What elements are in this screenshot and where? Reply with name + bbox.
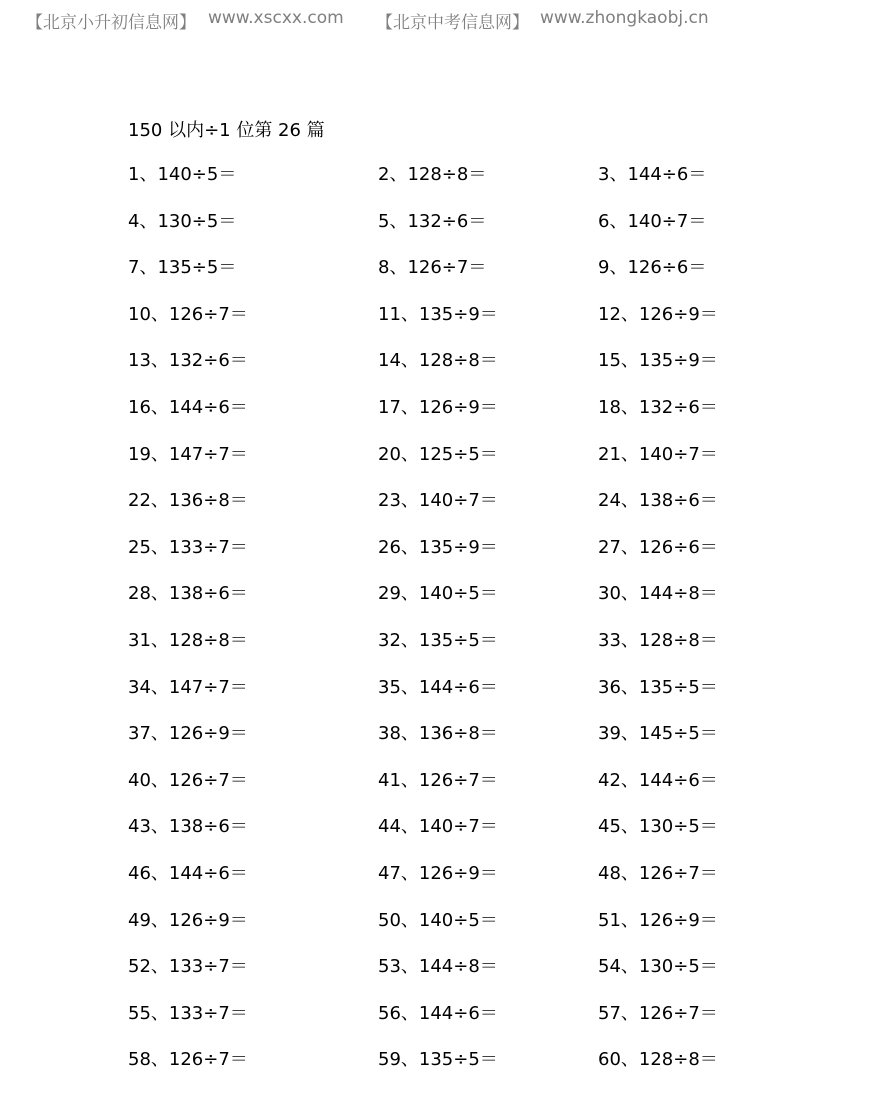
problem-item: 3、144÷6＝ [598,164,707,185]
problem-item: 31、128÷8＝ [128,629,248,651]
problem-item: 50、140÷5＝ [378,909,498,931]
problem-item: 14、128÷8＝ [378,350,498,372]
problem-item: 36、135÷5＝ [598,676,718,698]
problem-item: 15、135÷9＝ [598,350,718,372]
problem-item: 5、132÷6＝ [378,210,487,232]
problem-item: 1、140÷5＝ [128,164,237,185]
problem-item: 16、144÷6＝ [128,396,248,418]
problem-item: 32、135÷5＝ [378,629,498,651]
problem-item: 4、130÷5＝ [128,210,237,232]
problem-item: 7、135÷5＝ [128,257,237,279]
problem-item: 58、126÷7＝ [128,1049,248,1071]
problem-item: 33、128÷8＝ [598,629,718,651]
problem-item: 35、144÷6＝ [378,676,498,698]
problem-item: 22、136÷8＝ [128,490,248,512]
problem-item: 10、126÷7＝ [128,303,248,325]
problem-item: 2、128÷8＝ [378,164,487,185]
problem-item: 39、145÷5＝ [598,723,718,745]
problem-item: 17、126÷9＝ [378,396,498,418]
problem-item: 41、126÷7＝ [378,769,498,791]
problem-item: 48、126÷7＝ [598,862,718,884]
site2-name: 【北京中考信息网】 [376,13,529,33]
problem-item: 9、126÷6＝ [598,257,707,279]
problem-item: 60、128÷8＝ [598,1049,718,1071]
problem-item: 46、144÷6＝ [128,862,248,884]
problem-item: 23、140÷7＝ [378,490,498,512]
problem-item: 54、130÷5＝ [598,956,718,978]
problem-grid [128,163,768,1095]
problem-item: 18、132÷6＝ [598,396,718,418]
problem-item: 47、126÷9＝ [378,862,498,884]
problem-item: 59、135÷5＝ [378,1049,498,1071]
problem-item: 38、136÷8＝ [378,723,498,745]
problem-item: 19、147÷7＝ [128,443,248,465]
site1-url[interactable]: www.xscxx.com [208,8,344,28]
problem-item: 20、125÷5＝ [378,443,498,465]
problem-item: 30、144÷8＝ [598,583,718,605]
site2-url[interactable]: www.zhongkaobj.cn [540,8,709,28]
problem-item: 57、126÷7＝ [598,1002,718,1024]
problem-item: 6、140÷7＝ [598,210,707,232]
problem-item: 28、138÷6＝ [128,583,248,605]
problem-item: 43、138÷6＝ [128,816,248,838]
problem-item: 26、135÷9＝ [378,536,498,558]
problem-item: 52、133÷7＝ [128,956,248,978]
problem-item: 24、138÷6＝ [598,490,718,512]
problem-item: 37、126÷9＝ [128,723,248,745]
problem-item: 29、140÷5＝ [378,583,498,605]
problem-item: 12、126÷9＝ [598,303,718,325]
worksheet-title: 150 以内÷1 位第 26 篇 [128,120,325,141]
problem-item: 27、126÷6＝ [598,536,718,558]
problem-item: 51、126÷9＝ [598,909,718,931]
site1-name: 【北京小升初信息网】 [26,13,196,33]
problem-item: 8、126÷7＝ [378,257,487,279]
problem-item: 55、133÷7＝ [128,1002,248,1024]
problem-item: 45、130÷5＝ [598,816,718,838]
problem-item: 34、147÷7＝ [128,676,248,698]
problem-item: 42、144÷6＝ [598,769,718,791]
problem-item: 53、144÷8＝ [378,956,498,978]
problem-item: 11、135÷9＝ [378,303,498,325]
problem-item: 40、126÷7＝ [128,769,248,791]
problem-item: 25、133÷7＝ [128,536,248,558]
problem-item: 56、144÷6＝ [378,1002,498,1024]
problem-item: 44、140÷7＝ [378,816,498,838]
problem-item: 13、132÷6＝ [128,350,248,372]
problem-item: 49、126÷9＝ [128,909,248,931]
problem-item: 21、140÷7＝ [598,443,718,465]
